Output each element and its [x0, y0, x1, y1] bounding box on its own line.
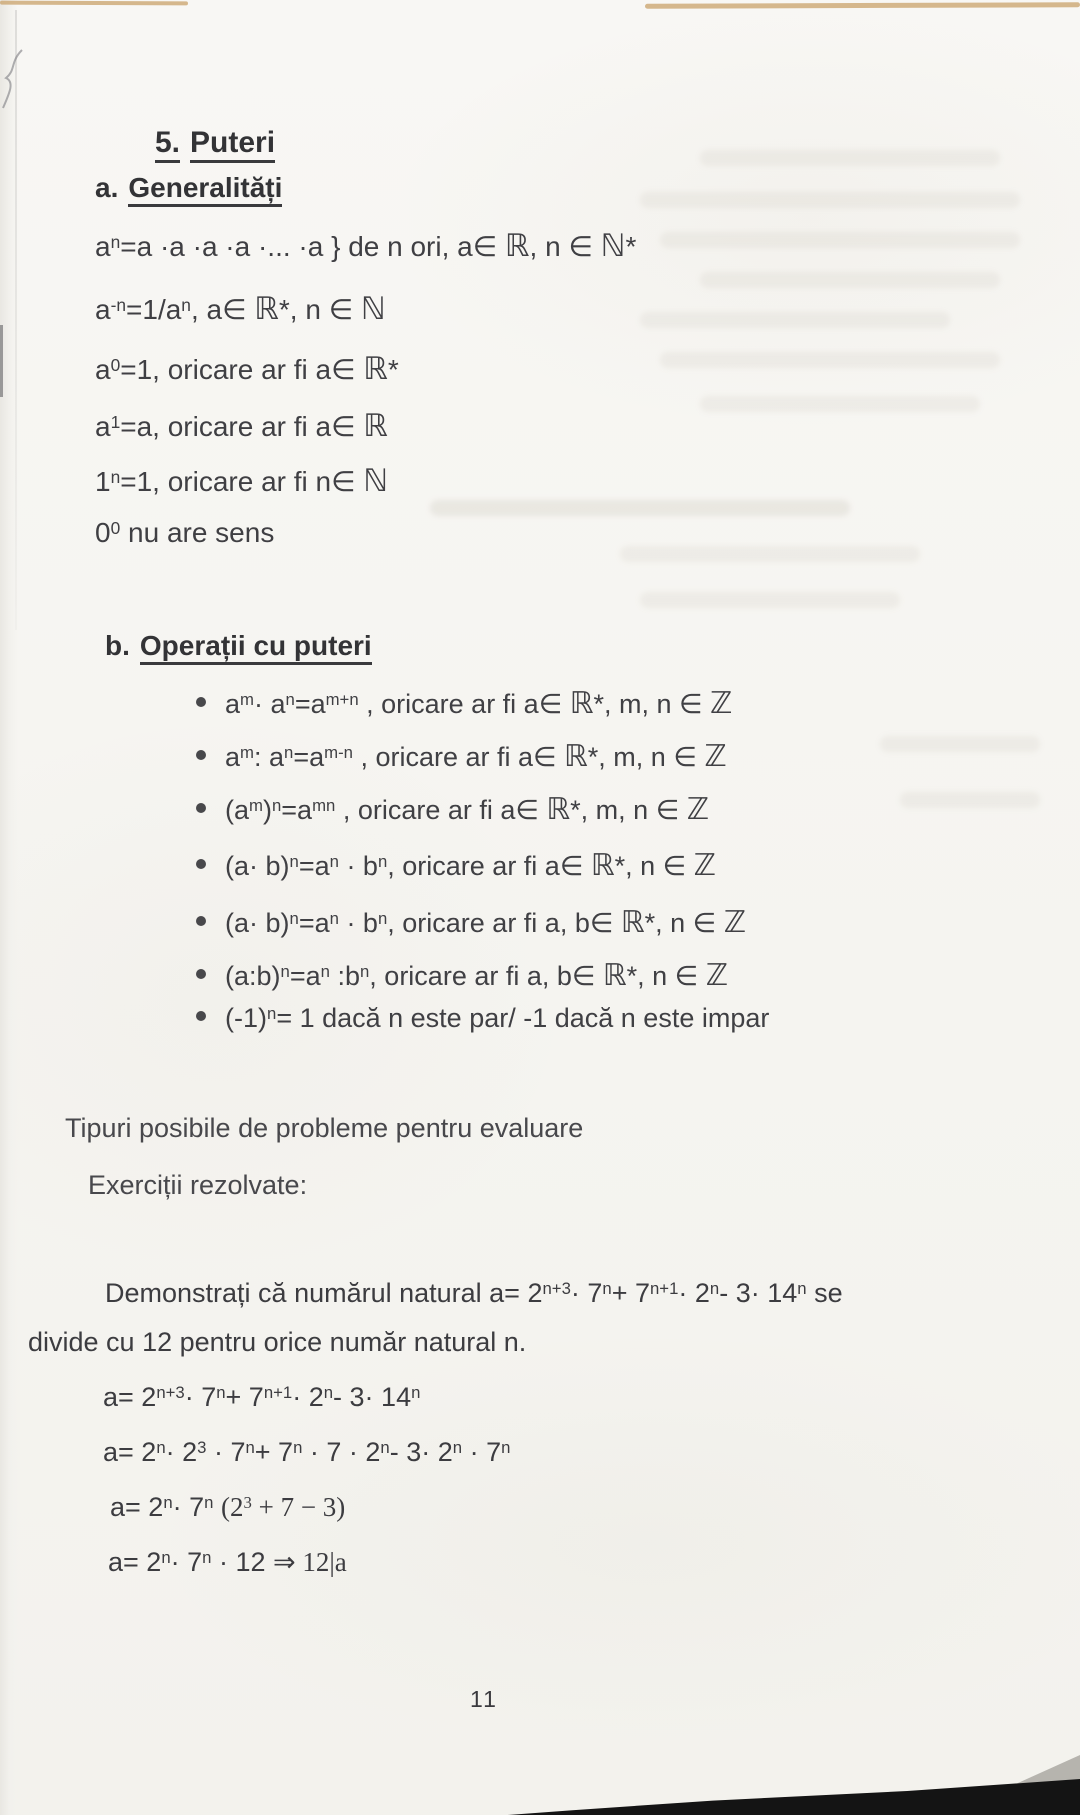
formula-line: $a^0=1$, oricare ar fi a∈ ℝ* — [95, 351, 399, 386]
bullet-item — [196, 1003, 769, 1034]
solution-step3-paren: $(2^3 + 7 - 3)$ — [220, 1492, 346, 1522]
bullet-formula: $(-1)^n= 1$ dacă n este par/ -1 dacă n este impar — [225, 1003, 770, 1033]
formula-line: $a^{-n}=1/a^n$, a∈ ℝ*, n ∈ ℕ — [95, 291, 386, 326]
note-exercitii: Exerciții rezolvate: — [88, 1170, 308, 1200]
formula-line: $a^n=a \cdot a \cdot a \cdot a$ ·... ·a } de n ori, a∈ ℝ, n ∈ ℕ* — [95, 228, 637, 263]
problem-statement-line2: divide cu 12 pentru orice număr natural n. — [28, 1327, 527, 1357]
solution-step: $a= 2^n\cdot 2^3 \cdot 7^n+ 7^n \cdot 7 \cdot 2^n-$ $3\cdot 2^n \cdot 7^n$ — [103, 1437, 511, 1467]
bullet-dot — [196, 1011, 206, 1021]
solution-step: $a= 2^{n+3}\cdot 7^n+ 7^{n+1}\cdot 2^n-$ $3\cdot 14^n$ — [103, 1382, 421, 1412]
heading-operatii — [105, 630, 372, 662]
formula-line: $1^n=1$, oricare ar fi n∈ ℕ — [95, 463, 389, 498]
bullet-formula: $a^m\cdot a^n=a^{m+n}$ , oricare ar fi a∈ ℝ*, m, n ∈ ℤ — [225, 687, 733, 720]
problem-statement-line1: Demonstrați că numărul natural $a= 2^{n+3}\cdot 7^n+ 7^{n+1}\cdot 2^n-$ $3\cdot 14^n$ se — [105, 1278, 843, 1308]
bullet-formula: $a^m$: $a^n=a^{m-n}$ , oricare ar fi a∈ ℝ*, m, n ∈ ℤ — [225, 740, 727, 773]
bullet-formula: $(a\cdot b)^n=a^n \cdot b^n$, oricare ar fi a∈ ℝ*, n ∈ ℤ — [225, 849, 716, 882]
solution-step4-conclusion: ⇒ 12|a — [272, 1547, 347, 1577]
bullet-dot — [196, 916, 206, 926]
bullet-item — [196, 739, 727, 774]
section-title-text: Puteri — [190, 126, 275, 163]
heading-a-label: a. — [95, 172, 119, 203]
heading-generalitati — [95, 172, 282, 204]
solution-step — [108, 1547, 347, 1578]
bullet-item — [196, 792, 709, 827]
bullet-dot — [196, 859, 206, 869]
solution-step4-main: $a= 2^n\cdot 7^n \cdot 12$ — [108, 1547, 273, 1577]
bullet-dot — [196, 697, 206, 707]
solution-step3-main: $a= 2^n\cdot 7^n$ — [110, 1492, 214, 1522]
section-number: 5. — [155, 126, 180, 163]
bullet-dot — [196, 803, 206, 813]
pencil-mark — [0, 48, 26, 112]
bullet-item — [196, 848, 716, 883]
solution-step — [110, 1492, 345, 1523]
top-edge-streak-left — [0, 1, 188, 6]
bullet-formula: $(a:b)^n=a^n$ $:b^n$, oricare ar fi a, b∈ ℝ*, n ∈ ℤ — [225, 959, 729, 992]
bullet-item — [196, 686, 732, 721]
bullet-dot — [196, 969, 206, 979]
note-tipuri: Tipuri posibile de probleme pentru evaluare — [65, 1113, 584, 1143]
bullet-item — [196, 905, 746, 940]
heading-b-label: b. — [105, 630, 130, 661]
formula-line: $0^0$ nu are sens — [95, 517, 275, 548]
section-title — [155, 126, 275, 160]
formula-line: $a^1=a$, oricare ar fi a∈ ℝ — [95, 408, 388, 443]
heading-b-text: Operații cu puteri — [140, 630, 372, 665]
bullet-formula: $(a^m)^n=a^{mn}$ , oricare ar fi a∈ ℝ*, m, n ∈ ℤ — [225, 793, 710, 826]
bullet-item — [196, 958, 728, 993]
bottom-shadow-wedge — [0, 1755, 1080, 1815]
page-edge-mark — [0, 325, 3, 397]
page-number: 11 — [470, 1686, 498, 1712]
bullet-formula: $(a\cdot b)^n=a^n \cdot b^n$, oricare ar fi a, b∈ ℝ*, n ∈ ℤ — [225, 906, 747, 939]
heading-a-text: Generalități — [128, 172, 282, 207]
top-edge-streak-right — [645, 2, 1080, 9]
bullet-dot — [196, 750, 206, 760]
